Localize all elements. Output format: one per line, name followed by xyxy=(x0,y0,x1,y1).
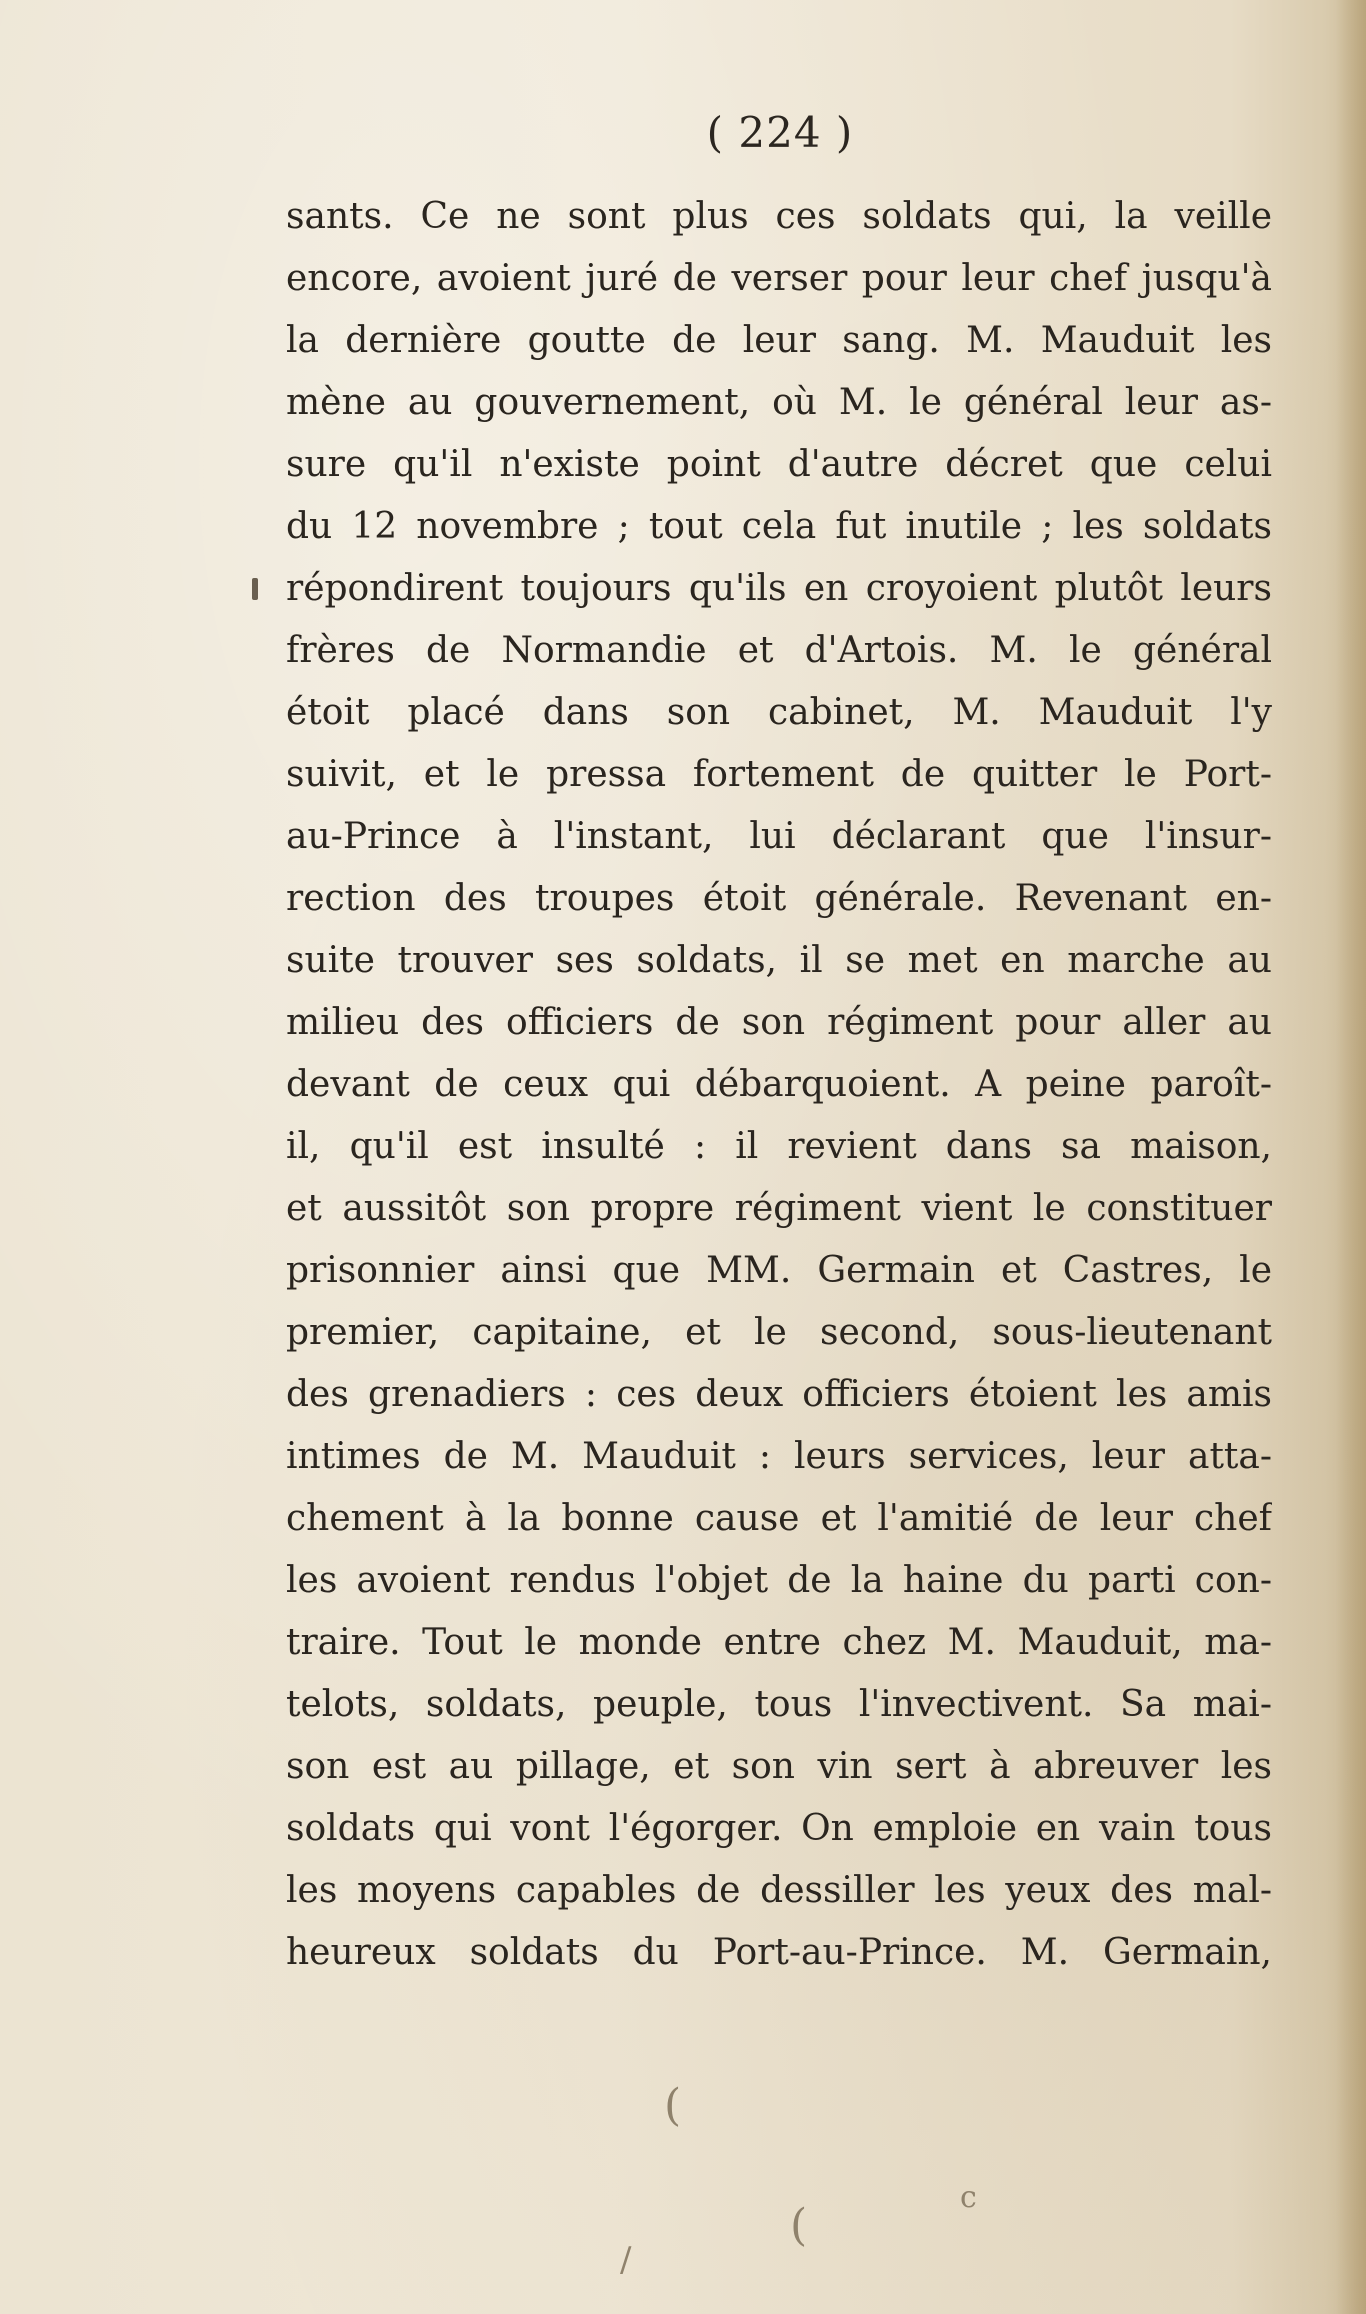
text-line: suivit, et le pressa fortement de quitter le Port- xyxy=(286,754,1272,795)
text-line: sure qu'il n'existe point d'autre décret que celui xyxy=(286,444,1272,485)
text-line: au-Prince à l'instant, lui déclarant que l'insur- xyxy=(286,816,1272,857)
text-line: rection des troupes étoit générale. Revenant en- xyxy=(286,878,1272,919)
text-line: du 12 novembre ; tout cela fut inutile ; les soldats xyxy=(286,506,1272,547)
margin-mark xyxy=(252,578,258,600)
text-line: heureux soldats du Port-au-Prince. M. Germain, xyxy=(286,1932,1272,1973)
text-line: des grenadiers : ces deux officiers étoient les amis xyxy=(286,1374,1272,1415)
page-number: ( 224 ) xyxy=(706,108,854,157)
text-line: répondirent toujours qu'ils en croyoient plutôt leurs xyxy=(286,568,1272,609)
text-line: mène au gouvernement, où M. le général leur as- xyxy=(286,382,1272,423)
text-line: milieu des officiers de son régiment pour aller au xyxy=(286,1002,1272,1043)
text-line: premier, capitaine, et le second, sous-lieutenant xyxy=(286,1312,1272,1353)
text-line: devant de ceux qui débarquoient. A peine paroît- xyxy=(286,1064,1272,1105)
text-line: les moyens capables de dessiller les yeux des mal- xyxy=(286,1870,1272,1911)
text-line: prisonnier ainsi que MM. Germain et Castres, le xyxy=(286,1250,1272,1291)
text-line: la dernière goutte de leur sang. M. Mauduit les xyxy=(286,320,1272,361)
text-line: suite trouver ses soldats, il se met en marche au xyxy=(286,940,1272,981)
show-through-mark: / xyxy=(620,2240,632,2280)
text-line: et aussitôt son propre régiment vient le constituer xyxy=(286,1188,1272,1229)
text-line: encore, avoient juré de verser pour leur chef jusqu'à xyxy=(286,258,1272,299)
text-line: sants. Ce ne sont plus ces soldats qui, la veille xyxy=(286,196,1272,237)
text-line: son est au pillage, et son vin sert à abreuver les xyxy=(286,1746,1272,1787)
text-line: les avoient rendus l'objet de la haine du parti con- xyxy=(286,1560,1272,1601)
text-line: frères de Normandie et d'Artois. M. le général xyxy=(286,630,1272,671)
text-line: soldats qui vont l'égorger. On emploie en vain tous xyxy=(286,1808,1272,1849)
text-line: chement à la bonne cause et l'amitié de leur chef xyxy=(286,1498,1272,1539)
show-through-mark: ( xyxy=(664,2080,682,2131)
show-through-mark: ( xyxy=(790,2200,808,2251)
page-edge-shadow xyxy=(1336,0,1366,2314)
text-line: intimes de M. Mauduit : leurs services, leur atta- xyxy=(286,1436,1272,1477)
show-through-mark: c xyxy=(960,2180,977,2215)
text-line: il, qu'il est insulté : il revient dans sa maison, xyxy=(286,1126,1272,1167)
text-line: telots, soldats, peuple, tous l'invectivent. Sa mai- xyxy=(286,1684,1272,1725)
text-line: traire. Tout le monde entre chez M. Mauduit, ma- xyxy=(286,1622,1272,1663)
body-text xyxy=(286,186,1272,1984)
text-line: étoit placé dans son cabinet, M. Mauduit l'y xyxy=(286,692,1272,733)
